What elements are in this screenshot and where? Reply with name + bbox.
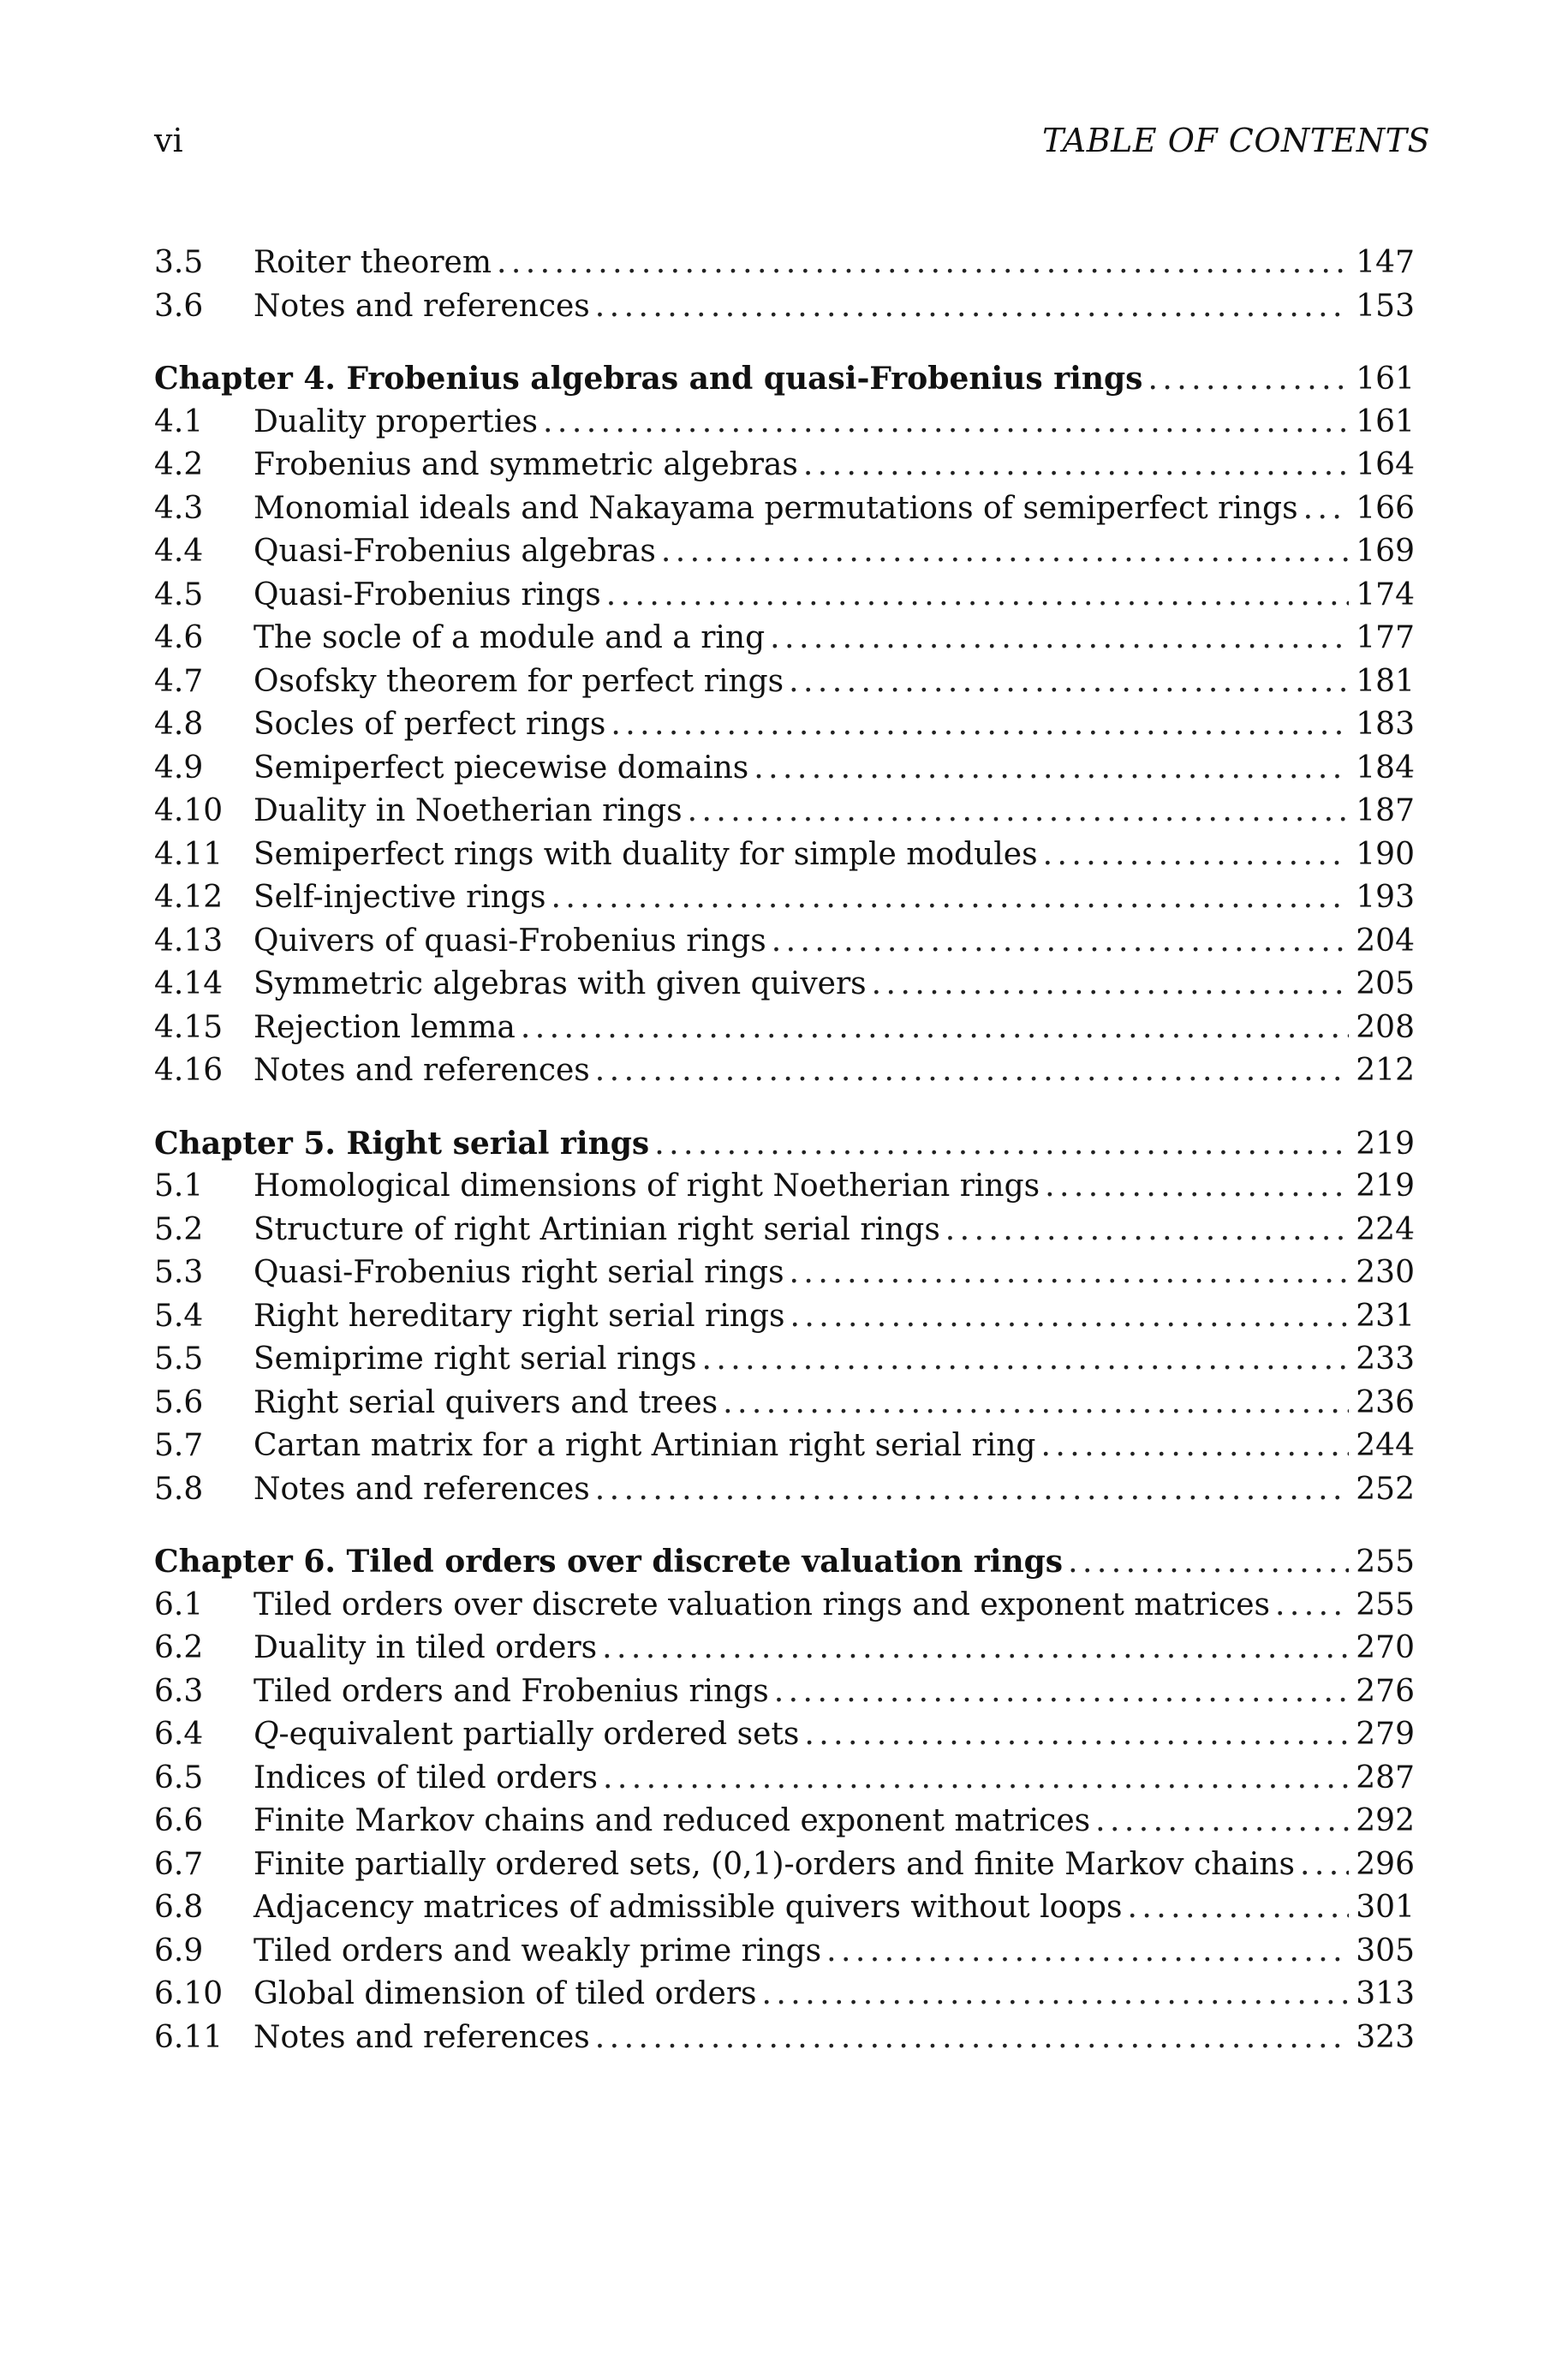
section-page-number: 147 [1356, 245, 1415, 280]
chapter-page-number: 255 [1356, 1545, 1415, 1580]
section-number: 6.7 [154, 1846, 204, 1882]
section-page-number: 177 [1356, 620, 1415, 655]
section-number: 6.3 [154, 1673, 204, 1709]
section-page-number: 244 [1356, 1428, 1415, 1463]
dot-leader [521, 1007, 1349, 1050]
dot-leader [1068, 1541, 1349, 1585]
section-title: Socles of perfect rings [253, 707, 606, 742]
section-number: 6.2 [154, 1630, 204, 1665]
toc-group [154, 242, 1415, 328]
section-title: Adjacency matrices of admissible quivers without loops [253, 1890, 1123, 1925]
toc-chapter-heading[interactable] [154, 357, 1415, 401]
section-page-number: 169 [1356, 534, 1415, 569]
section-title: Osofsky theorem for perfect rings [253, 663, 784, 699]
section-number: 4.12 [154, 880, 224, 915]
dot-leader [543, 401, 1349, 445]
section-title: Quasi-Frobenius right serial rings [253, 1255, 784, 1290]
dot-leader [497, 242, 1349, 285]
dot-leader [595, 2017, 1349, 2060]
section-page-number: 183 [1356, 707, 1415, 742]
toc-entry[interactable] [154, 242, 1415, 285]
toc-entry[interactable] [154, 876, 1415, 920]
section-number: 4.7 [154, 663, 204, 699]
chapter-title: Chapter 4. Frobenius algebras and quasi-Frobenius rings [154, 361, 1143, 397]
toc-entry[interactable] [154, 444, 1415, 487]
section-number: 4.2 [154, 447, 204, 482]
toc-entry[interactable] [154, 1209, 1415, 1252]
dot-leader [804, 1713, 1349, 1757]
running-title: TABLE OF CONTENTS [1042, 122, 1430, 159]
section-title: Quasi-Frobenius rings [253, 577, 601, 612]
section-number: 5.3 [154, 1255, 204, 1290]
section-title: Tiled orders and weakly prime rings [253, 1933, 822, 1969]
section-page-number: 174 [1356, 577, 1415, 612]
dot-leader [1095, 1800, 1349, 1843]
dot-leader [945, 1209, 1349, 1252]
toc-entry[interactable] [154, 1973, 1415, 2017]
section-page-number: 204 [1356, 923, 1415, 959]
dot-leader [603, 1757, 1349, 1801]
toc-entry[interactable] [154, 1468, 1415, 1512]
section-page-number: 252 [1356, 1471, 1415, 1507]
section-page-number: 233 [1356, 1341, 1415, 1377]
section-number: 5.8 [154, 1471, 204, 1507]
dot-leader [1303, 487, 1350, 531]
section-number: 4.11 [154, 836, 224, 872]
section-page-number: 287 [1356, 1760, 1415, 1795]
section-number: 4.13 [154, 923, 224, 959]
toc-entry[interactable] [154, 1295, 1415, 1339]
dot-leader [654, 1123, 1349, 1167]
table-of-contents [154, 242, 1415, 2088]
section-page-number: 212 [1356, 1053, 1415, 1088]
dot-leader [1043, 833, 1350, 877]
chapter-page-number: 219 [1356, 1126, 1415, 1162]
dot-leader [789, 660, 1349, 704]
toc-entry[interactable] [154, 1670, 1415, 1714]
section-number: 5.7 [154, 1428, 204, 1463]
toc-entry[interactable] [154, 574, 1415, 618]
section-title: Symmetric algebras with given quivers [253, 966, 867, 1001]
dot-leader [1045, 1165, 1349, 1209]
dot-leader [1127, 1886, 1349, 1930]
dot-leader [602, 1627, 1349, 1670]
toc-entry[interactable] [154, 1713, 1415, 1757]
section-title: Notes and references [253, 2019, 590, 2055]
section-number: 5.6 [154, 1384, 204, 1420]
toc-group [154, 357, 1415, 1093]
section-number: 6.11 [154, 2019, 224, 2055]
section-page-number: 255 [1356, 1586, 1415, 1622]
toc-entry[interactable] [154, 660, 1415, 704]
section-title: Semiperfect piecewise domains [253, 750, 749, 786]
toc-entry[interactable] [154, 1930, 1415, 1974]
section-title: Homological dimensions of right Noetherian rings [253, 1168, 1040, 1204]
section-title: Notes and references [253, 1471, 590, 1507]
section-title: Frobenius and symmetric algebras [253, 447, 798, 482]
section-number: 4.8 [154, 707, 204, 742]
toc-entry[interactable] [154, 1165, 1415, 1209]
toc-entry[interactable] [154, 1425, 1415, 1468]
section-page-number: 276 [1356, 1673, 1415, 1709]
toc-entry[interactable] [154, 401, 1415, 445]
section-title [253, 1713, 799, 1757]
dot-leader [790, 1252, 1350, 1295]
dot-leader [872, 963, 1350, 1007]
section-number: 4.6 [154, 620, 204, 655]
dot-leader [754, 747, 1349, 791]
dot-leader [595, 1468, 1349, 1512]
section-page-number: 161 [1356, 403, 1415, 439]
section-page-number: 153 [1356, 288, 1415, 324]
dot-leader [790, 1295, 1349, 1339]
section-page-number: 305 [1356, 1933, 1415, 1969]
toc-entry[interactable] [154, 1800, 1415, 1843]
toc-entry[interactable] [154, 617, 1415, 660]
dot-leader [774, 1670, 1350, 1714]
toc-entry[interactable] [154, 790, 1415, 833]
dot-leader [551, 876, 1350, 920]
section-page-number: 164 [1356, 447, 1415, 482]
section-number: 4.14 [154, 966, 224, 1001]
toc-entry[interactable] [154, 1843, 1415, 1887]
page-header [154, 120, 1430, 161]
section-page-number: 323 [1356, 2019, 1415, 2055]
dot-leader [606, 574, 1350, 618]
section-page-number: 301 [1356, 1890, 1415, 1925]
toc-entry[interactable] [154, 1757, 1415, 1801]
section-page-number: 292 [1356, 1803, 1415, 1838]
section-title: Finite Markov chains and reduced exponent matrices [253, 1803, 1091, 1838]
dot-leader [826, 1930, 1349, 1974]
dot-leader [611, 703, 1349, 747]
dot-leader [762, 1973, 1350, 2017]
section-page-number: 279 [1356, 1717, 1415, 1752]
toc-entry[interactable] [154, 920, 1415, 964]
section-title: Duality in Noetherian rings [253, 793, 683, 828]
toc-entry[interactable] [154, 1627, 1415, 1670]
section-number: 6.9 [154, 1933, 204, 1969]
section-page-number: 313 [1356, 1976, 1415, 2011]
section-page-number: 205 [1356, 966, 1415, 1001]
section-page-number: 236 [1356, 1384, 1415, 1420]
section-number: 4.5 [154, 577, 204, 612]
section-title: Tiled orders and Frobenius rings [253, 1673, 769, 1709]
chapter-title: Chapter 5. Right serial rings [154, 1125, 650, 1162]
section-title: Notes and references [253, 288, 590, 324]
section-page-number: 230 [1356, 1255, 1415, 1290]
section-number: 5.2 [154, 1211, 204, 1247]
toc-chapter-heading[interactable] [154, 1122, 1415, 1166]
section-number: 5.5 [154, 1341, 204, 1377]
dot-leader [772, 920, 1350, 964]
section-title: Roiter theorem [253, 245, 492, 280]
toc-entry[interactable] [154, 1886, 1415, 1930]
section-title: Self-injective rings [253, 880, 546, 915]
section-title: Rejection lemma [253, 1009, 516, 1045]
toc-entry[interactable] [154, 285, 1415, 329]
toc-entry[interactable] [154, 530, 1415, 574]
section-page-number: 187 [1356, 793, 1415, 828]
section-page-number: 193 [1356, 880, 1415, 915]
section-title: Semiperfect rings with duality for simple modules [253, 836, 1038, 872]
section-page-number: 184 [1356, 750, 1415, 786]
section-number: 5.4 [154, 1298, 204, 1334]
section-number: 3.6 [154, 288, 204, 324]
section-page-number: 181 [1356, 663, 1415, 699]
toc-entry[interactable] [154, 1338, 1415, 1382]
toc-entry[interactable] [154, 2017, 1415, 2060]
section-title: Global dimension of tiled orders [253, 1976, 757, 2011]
toc-chapter-heading[interactable] [154, 1540, 1415, 1584]
section-page-number: 166 [1356, 490, 1415, 526]
dot-leader [1300, 1843, 1349, 1887]
dot-leader [1040, 1425, 1349, 1468]
section-title: Quivers of quasi-Frobenius rings [253, 923, 766, 959]
section-title: Notes and references [253, 1053, 590, 1088]
toc-group [154, 1122, 1415, 1512]
dot-leader [595, 285, 1349, 329]
section-number: 4.16 [154, 1053, 224, 1088]
toc-entry[interactable] [154, 1252, 1415, 1295]
dot-leader [1148, 358, 1349, 402]
toc-entry[interactable] [154, 1584, 1415, 1628]
section-title: Duality properties [253, 403, 539, 439]
section-number: 4.15 [154, 1009, 224, 1045]
section-page-number: 190 [1356, 836, 1415, 872]
section-number: 6.1 [154, 1586, 204, 1622]
section-page-number: 208 [1356, 1009, 1415, 1045]
section-number: 6.5 [154, 1760, 204, 1795]
section-number: 6.10 [154, 1976, 224, 2011]
dot-leader [595, 1049, 1349, 1093]
section-number: 4.1 [154, 403, 204, 439]
section-title: Structure of right Artinian right serial rings [253, 1211, 940, 1247]
section-number: 4.10 [154, 793, 224, 828]
dot-leader [1275, 1584, 1349, 1628]
dot-leader [701, 1338, 1349, 1382]
section-title: Indices of tiled orders [253, 1760, 598, 1795]
section-number: 6.8 [154, 1890, 204, 1925]
toc-entry[interactable] [154, 487, 1415, 531]
section-title-italic: Q [253, 1717, 279, 1752]
chapter-page-number: 161 [1356, 361, 1415, 397]
toc-entry[interactable] [154, 747, 1415, 791]
section-number: 3.5 [154, 245, 204, 280]
section-title: Monomial ideals and Nakayama permutations of semiperfect rings [253, 490, 1298, 526]
section-page-number: 224 [1356, 1211, 1415, 1247]
dot-leader [723, 1382, 1349, 1425]
dot-leader [803, 444, 1349, 487]
page-number: vi [154, 122, 183, 159]
section-page-number: 296 [1356, 1846, 1415, 1882]
section-number: 4.9 [154, 750, 204, 786]
section-title: Duality in tiled orders [253, 1630, 598, 1665]
section-number: 4.3 [154, 490, 204, 526]
section-title: Cartan matrix for a right Artinian right serial ring [253, 1428, 1036, 1463]
section-number: 4.4 [154, 534, 204, 569]
section-title: The socle of a module and a ring [253, 620, 766, 655]
section-page-number: 219 [1356, 1168, 1415, 1204]
toc-entry[interactable] [154, 1049, 1415, 1093]
toc-entry[interactable] [154, 833, 1415, 877]
section-title: Tiled orders over discrete valuation rings and exponent matrices [253, 1586, 1270, 1622]
dot-leader [661, 530, 1349, 574]
section-title: Quasi-Frobenius algebras [253, 534, 656, 569]
section-number: 6.4 [154, 1717, 204, 1752]
section-page-number: 231 [1356, 1298, 1415, 1334]
section-number: 5.1 [154, 1168, 204, 1204]
toc-entry[interactable] [154, 703, 1415, 747]
section-title: Right serial quivers and trees [253, 1384, 718, 1420]
section-title-rest: -equivalent partially ordered sets [278, 1717, 800, 1752]
chapter-title: Chapter 6. Tiled orders over discrete valuation rings [154, 1544, 1064, 1580]
toc-entry[interactable] [154, 1382, 1415, 1425]
dot-leader [770, 617, 1349, 660]
section-title: Right hereditary right serial rings [253, 1298, 785, 1334]
toc-group [154, 1540, 1415, 2059]
section-page-number: 270 [1356, 1630, 1415, 1665]
section-title: Semiprime right serial rings [253, 1341, 697, 1377]
section-number: 6.6 [154, 1803, 204, 1838]
dot-leader [688, 790, 1350, 833]
toc-entry[interactable] [154, 963, 1415, 1007]
section-title: Finite partially ordered sets, (0,1)-orders and finite Markov chains [253, 1846, 1295, 1882]
toc-entry[interactable] [154, 1007, 1415, 1050]
